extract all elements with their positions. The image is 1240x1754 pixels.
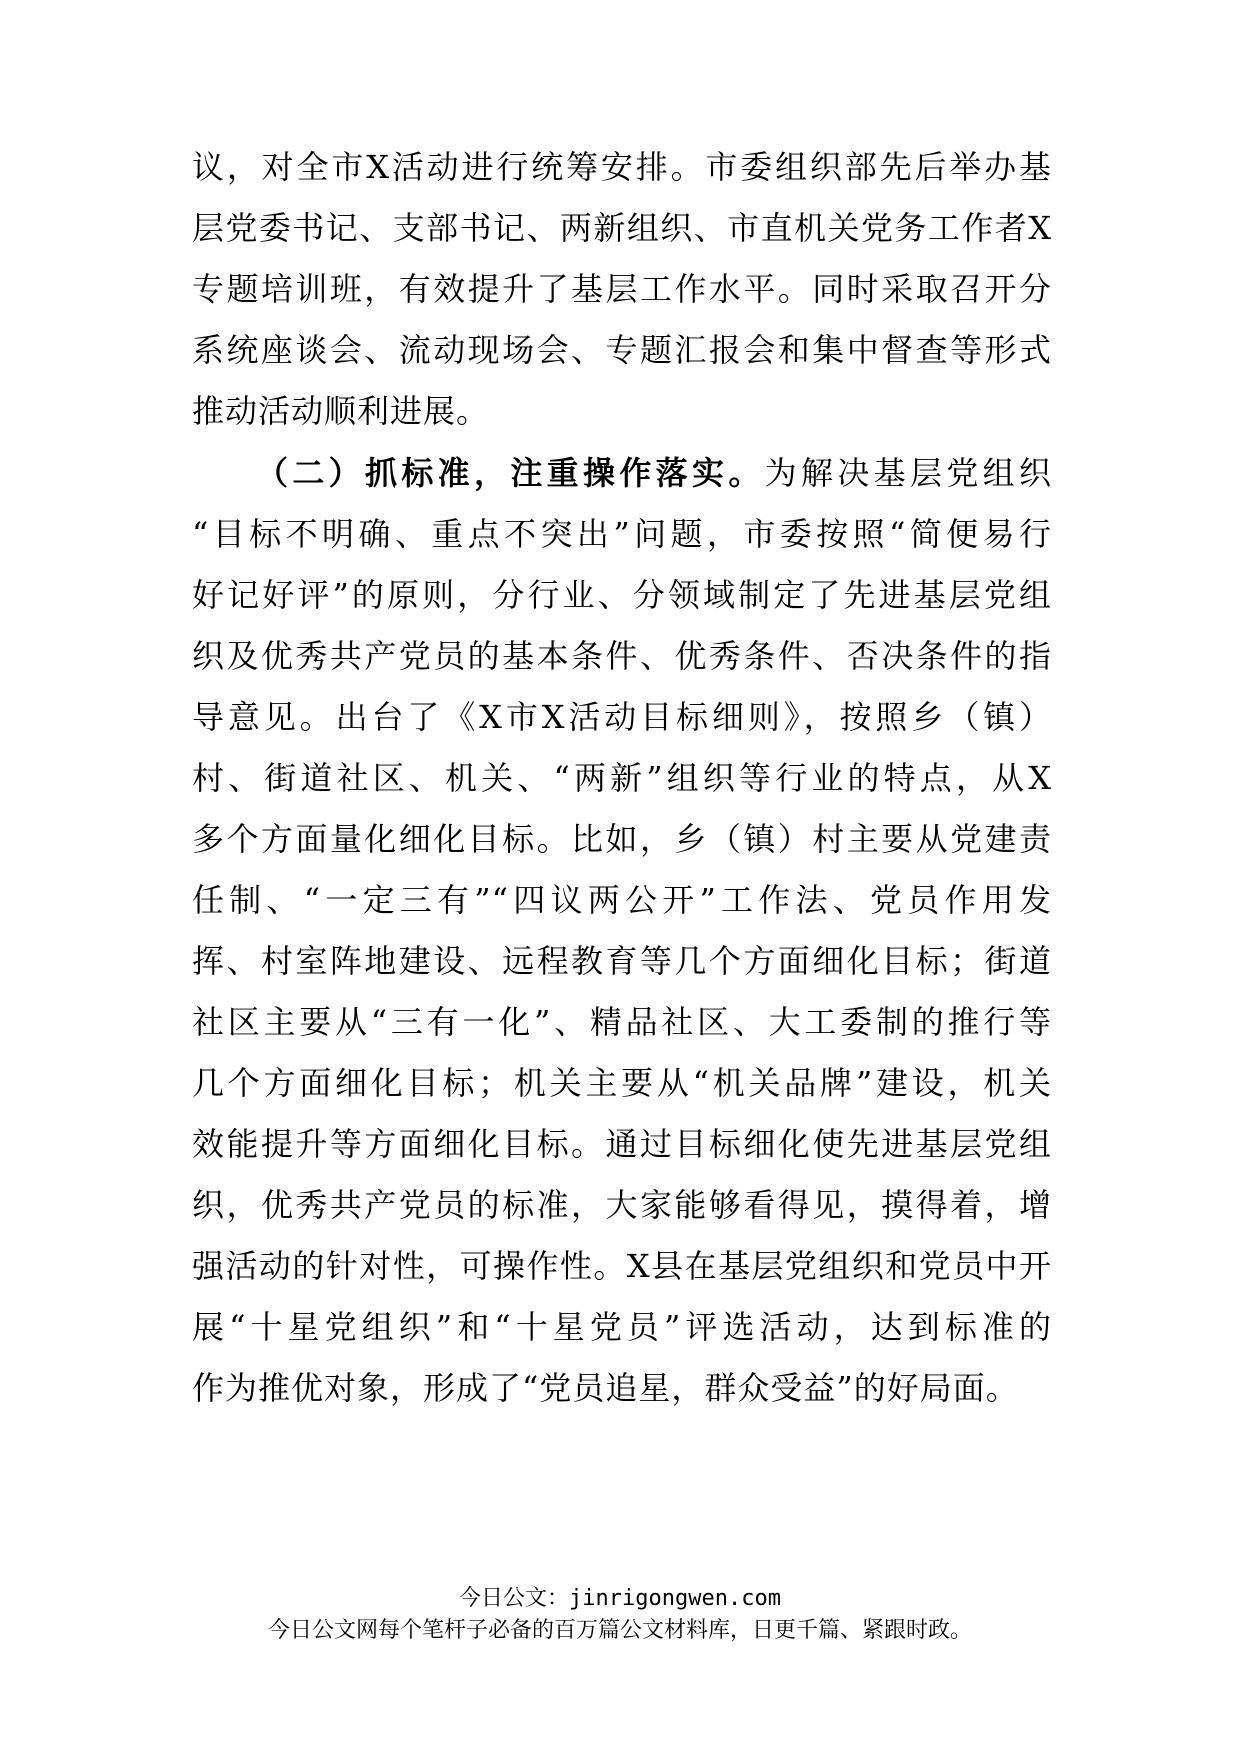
- paragraph-line: 村、街道社区、机关、“两新”组织等行业的特点，从X: [192, 759, 1052, 797]
- paragraph-line: 效能提升等方面细化目标。通过目标细化使先进基层党组: [192, 1125, 1052, 1163]
- section-heading: （二）抓标准，注重操作落实。: [256, 454, 765, 492]
- paragraph-line: 社区主要从“三有一化”、精品社区、大工委制的推行等: [192, 1003, 1052, 1041]
- paragraph-line: 议，对全市X活动进行统筹安排。市委组织部先后举办基: [192, 148, 1052, 186]
- paragraph-line: 好记好评”的原则，分行业、分领域制定了先进基层党组: [192, 576, 1052, 614]
- paragraph-line: 强活动的针对性，可操作性。X县在基层党组织和党员中开: [192, 1247, 1052, 1285]
- footer-site-link[interactable]: jinrigongwen.com: [569, 1586, 781, 1611]
- paragraph-line: 几个方面细化目标；机关主要从“机关品牌”建设，机关: [192, 1064, 1052, 1102]
- paragraph-line: “目标不明确、重点不突出”问题，市委按照“简便易行: [192, 515, 1052, 553]
- paragraph-line: 织，优秀共产党员的标准，大家能够看得见，摸得着，增: [192, 1186, 1052, 1224]
- paragraph-line: 织及优秀共产党员的基本条件、优秀条件、否决条件的指: [192, 637, 1052, 675]
- paragraph-line: 专题培训班，有效提升了基层工作水平。同时采取召开分: [192, 270, 1052, 308]
- footer-site-label: 今日公文：: [459, 1586, 570, 1611]
- paragraph-line: 推动活动顺利进展。: [192, 392, 490, 430]
- paragraph-line: 导意见。出台了《X市X活动目标细则》，按照乡（镇）: [192, 698, 1052, 736]
- section-first-line-text: 为解决基层党组织: [764, 454, 1052, 492]
- footer-slogan: 今日公文网每个笔杆子必备的百万篇公文材料库，日更千篇、紧跟时政。: [267, 1618, 972, 1643]
- section-first-line: [256, 444, 1052, 502]
- paragraph-line: 层党委书记、支部书记、两新组织、市直机关党务工作者X: [192, 209, 1052, 247]
- footer-site: [0, 1581, 1240, 1617]
- paragraph-line: 多个方面量化细化目标。比如，乡（镇）村主要从党建责: [192, 820, 1052, 858]
- paragraph-line: 系统座谈会、流动现场会、专题汇报会和集中督查等形式: [192, 331, 1052, 369]
- paragraph-line: 作为推优对象，形成了“党员追星，群众受益”的好局面。: [192, 1369, 1019, 1407]
- paragraph-line: 展“十星党组织”和“十星党员”评选活动，达到标准的: [192, 1308, 1052, 1346]
- paragraph-line: 挥、村室阵地建设、远程教育等几个方面细化目标；街道: [192, 942, 1052, 980]
- paragraph-line: 任制、“一定三有”“四议两公开”工作法、党员作用发: [192, 881, 1052, 919]
